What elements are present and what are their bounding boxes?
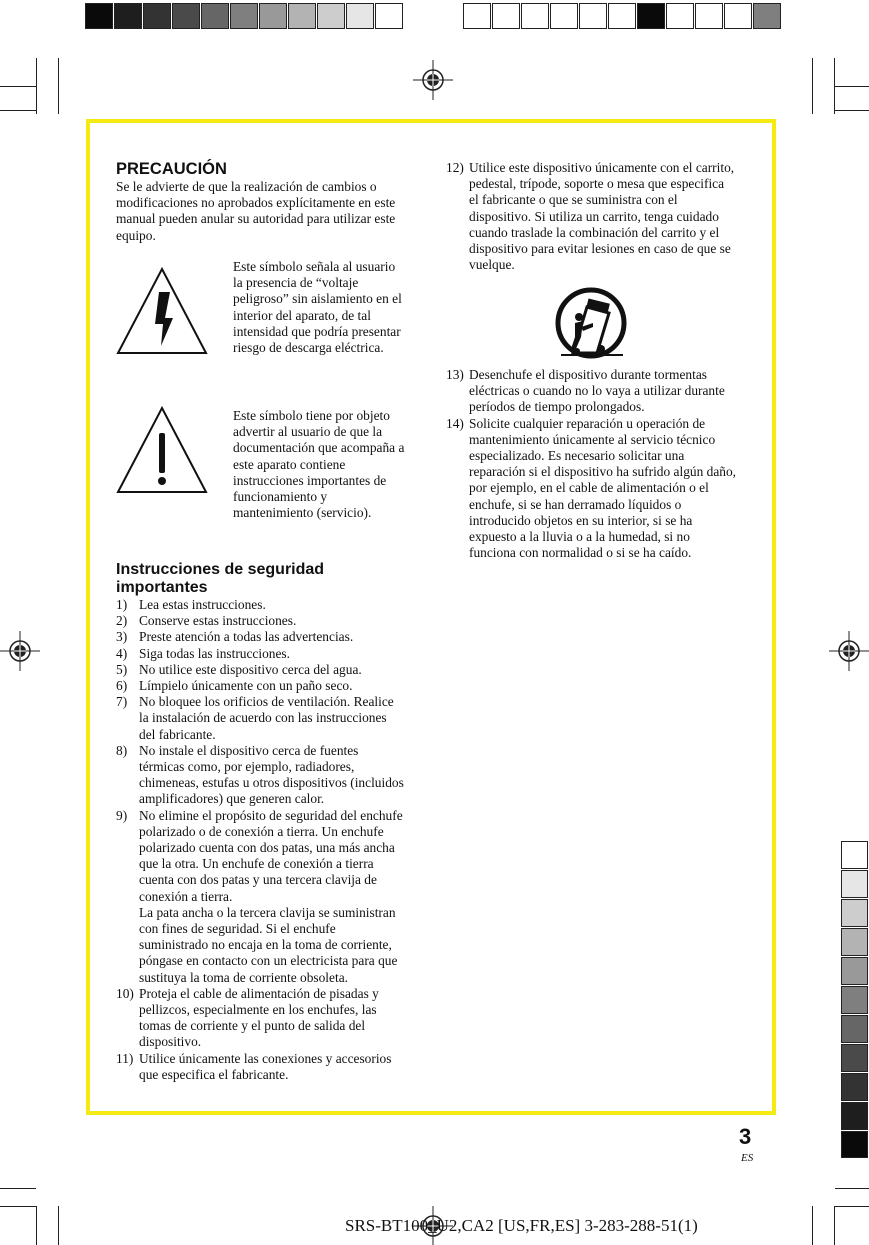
page-language: ES xyxy=(741,1152,754,1164)
voltage-symbol-text: Este símbolo señala al usuario la presencia de “voltaje peligroso” sin aislamiento en el interior del aparato, de tal intensidad que podría presentar riesgo de descarga eléctrica. xyxy=(233,259,402,356)
lightning-triangle-icon xyxy=(115,266,209,356)
registration-mark-icon xyxy=(413,60,453,100)
footer-code: SRS-BT100_U2,CA2 [US,FR,ES] 3-283-288-51(1) xyxy=(345,1216,698,1235)
list-item: 13) Desenchufe el dispositivo durante tormentas eléctricas o cuando no lo vaya a utilizar durante períodos de tiempo prolongados. xyxy=(446,367,725,415)
precaution-body: Se le advierte de que la realización de cambios o modificaciones no aprobados explícitamente en este manual pueden anular su autoridad para utilizar este equipo. xyxy=(116,179,396,243)
list-item: 3) Preste atención a todas las advertencias. xyxy=(116,629,354,645)
list-item: 6) Límpielo únicamente con un paño seco. xyxy=(116,678,353,694)
list-item: 2) Conserve estas instrucciones. xyxy=(116,613,297,629)
right-column-top xyxy=(446,160,736,273)
list-item: 4) Siga todas las instrucciones. xyxy=(116,645,290,661)
page-number: 3 xyxy=(739,1124,752,1149)
list-item: 7) No bloquee los orificios de ventilación. Realice la instalación de acuerdo con las instrucciones del fabricante. xyxy=(116,694,394,742)
registration-mark-icon xyxy=(0,631,40,671)
list-item: 10) Proteja el cable de alimentación de pisadas y pellizcos, especialmente en los enchufes, las tomas de corriente y el punto de salida del dispositivo. xyxy=(116,985,379,1050)
list-item: 11) Utilice únicamente las conexiones y accesorios que especifica el fabricante. xyxy=(116,1050,392,1082)
list-item: 1) Lea estas instrucciones. xyxy=(116,597,266,612)
precaution-title: PRECAUCIÓN xyxy=(116,160,227,178)
cart-tip-over-icon xyxy=(553,287,629,359)
safety-section xyxy=(116,561,406,1083)
right-column-bottom xyxy=(446,367,736,561)
list-item: 12) Utilice este dispositivo únicamente con el carrito, pedestal, trípode, soporte o mesa que especifica el fabricante o que se suministra con el dispositivo. Si utiliza un carrito, tenga cuidado cuando traslade la combinación del carrito y el dispositivo para evitar lesiones en caso de que se vuelque. xyxy=(446,160,735,273)
caution-symbol-text: Este símbolo tiene por objeto advertir al usuario de que la documentación que acompaña a este aparato contiene instrucciones importantes de funcionamiento y mantenimiento (servicio). xyxy=(233,408,405,521)
registration-mark-icon xyxy=(829,631,869,671)
list-item: 14) Solicite cualquier reparación u operación de mantenimiento únicamente al servicio técnico especializado. Es necesario solicitar una reparación si el dispositivo ha sufrido algún daño, por ejemplo, en el cable de alimentación o el enchufe, si se han derramado líquidos o introducido objetos en su interior, si se ha expuesto a la lluvia o a la humedad, si no funciona con normalidad o si se ha caído. xyxy=(446,415,737,561)
safety-title: Instrucciones de seguridad importantes xyxy=(116,561,325,596)
list-item: 5) No utilice este dispositivo cerca del agua. xyxy=(116,661,362,677)
list-item: 8) No instale el dispositivo cerca de fuentes térmicas como, por ejemplo, radiadores, chimeneas, estufas u otros dispositivos (incluidos amplificadores) que generen calor. xyxy=(116,742,404,807)
list-item: 9) No elimine el propósito de seguridad del enchufe polarizado o de conexión a tierra. Un enchufe polarizado cuenta con dos patas, una más ancha que la otra. Un enchufe de conexión a tierra cuenta con dos patas y una tercera clavija de conexión a tierra. La pata ancha o la tercera clavija se suministran con fines de seguridad. Si el enchufe suministrado no encaja en la toma de corriente, póngase en contacto con un electricista para que sustituya la toma de corriente obsoleta. xyxy=(116,807,403,985)
exclamation-triangle-icon xyxy=(115,405,209,495)
left-column xyxy=(116,160,406,244)
safety-list-left xyxy=(116,597,406,1083)
